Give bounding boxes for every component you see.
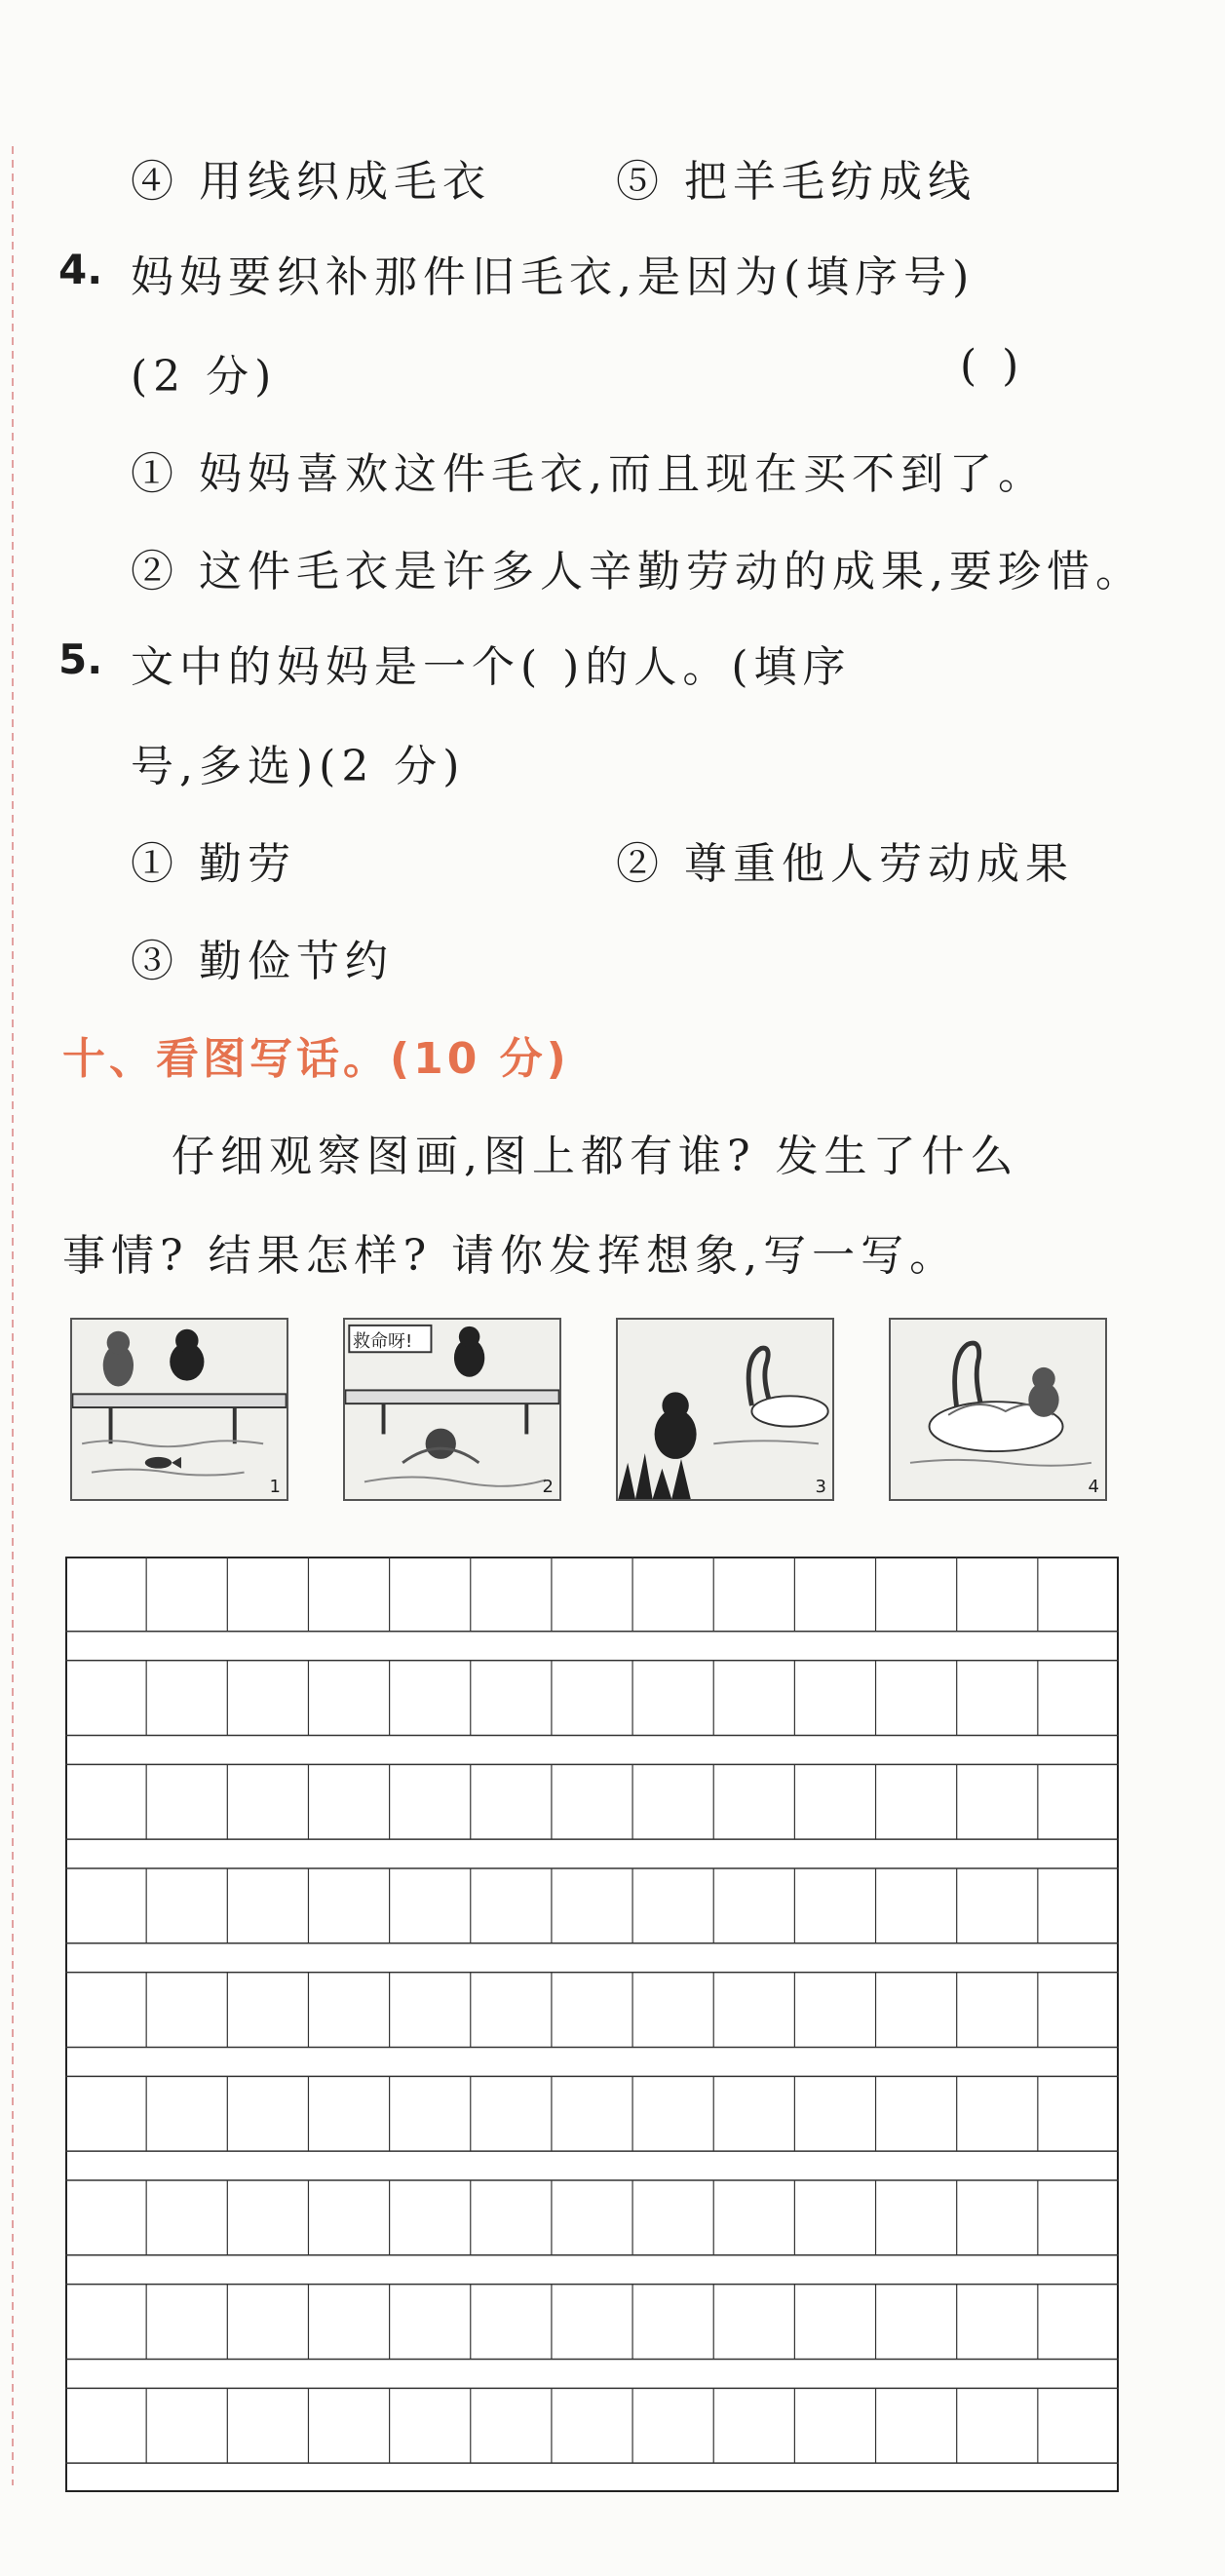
- picture-panel-4: [889, 1318, 1107, 1501]
- picture-number-4: 4: [1088, 1477, 1099, 1497]
- q4-option-2: ② 这件毛衣是许多人辛勤劳动的成果,要珍惜。: [131, 547, 1144, 596]
- q5-text: 文中的妈妈是一个( )的人。(填序: [131, 642, 852, 692]
- q4-number: 4.: [58, 246, 103, 293]
- section-10-instruction-line1: 仔细观察图画,图上都有谁? 发生了什么: [172, 1132, 1019, 1181]
- q5-option-2: ② 尊重他人劳动成果: [616, 839, 1074, 889]
- help-speech-bubble: 救命呀!: [353, 1331, 413, 1352]
- q3-option-4: ④ 用线织成毛衣: [131, 157, 491, 207]
- picture-number-1: 1: [269, 1477, 281, 1497]
- section-10-instruction-line2: 事情? 结果怎样? 请你发挥想象,写一写。: [62, 1231, 959, 1281]
- q5-text-continued: 号,多选)(2 分): [131, 742, 466, 791]
- q5-option-1: ① 勤劳: [131, 839, 296, 889]
- q4-option-1: ① 妈妈喜欢这件毛衣,而且现在买不到了。: [131, 449, 1047, 499]
- q5-number: 5.: [58, 635, 103, 683]
- q4-score: (2 分): [131, 352, 278, 402]
- writing-grid[interactable]: [65, 1557, 1119, 2492]
- grid-frame: [66, 1557, 1118, 2491]
- picture-panel-2: [343, 1318, 561, 1501]
- picture-number-2: 2: [542, 1477, 554, 1497]
- picture-panel-1: [70, 1318, 288, 1501]
- picture-number-3: 3: [815, 1477, 826, 1497]
- q4-text: 妈妈要织补那件旧毛衣,是因为(填序号): [131, 252, 976, 302]
- section-10-title: 十、看图写话。(10 分): [62, 1034, 570, 1084]
- picture-panel-3: [616, 1318, 834, 1501]
- q3-option-5: ⑤ 把羊毛纺成线: [616, 157, 976, 207]
- q4-answer-blank[interactable]: ( ): [960, 341, 1025, 391]
- q5-option-3: ③ 勤俭节约: [131, 937, 394, 986]
- margin-line: [12, 146, 14, 2485]
